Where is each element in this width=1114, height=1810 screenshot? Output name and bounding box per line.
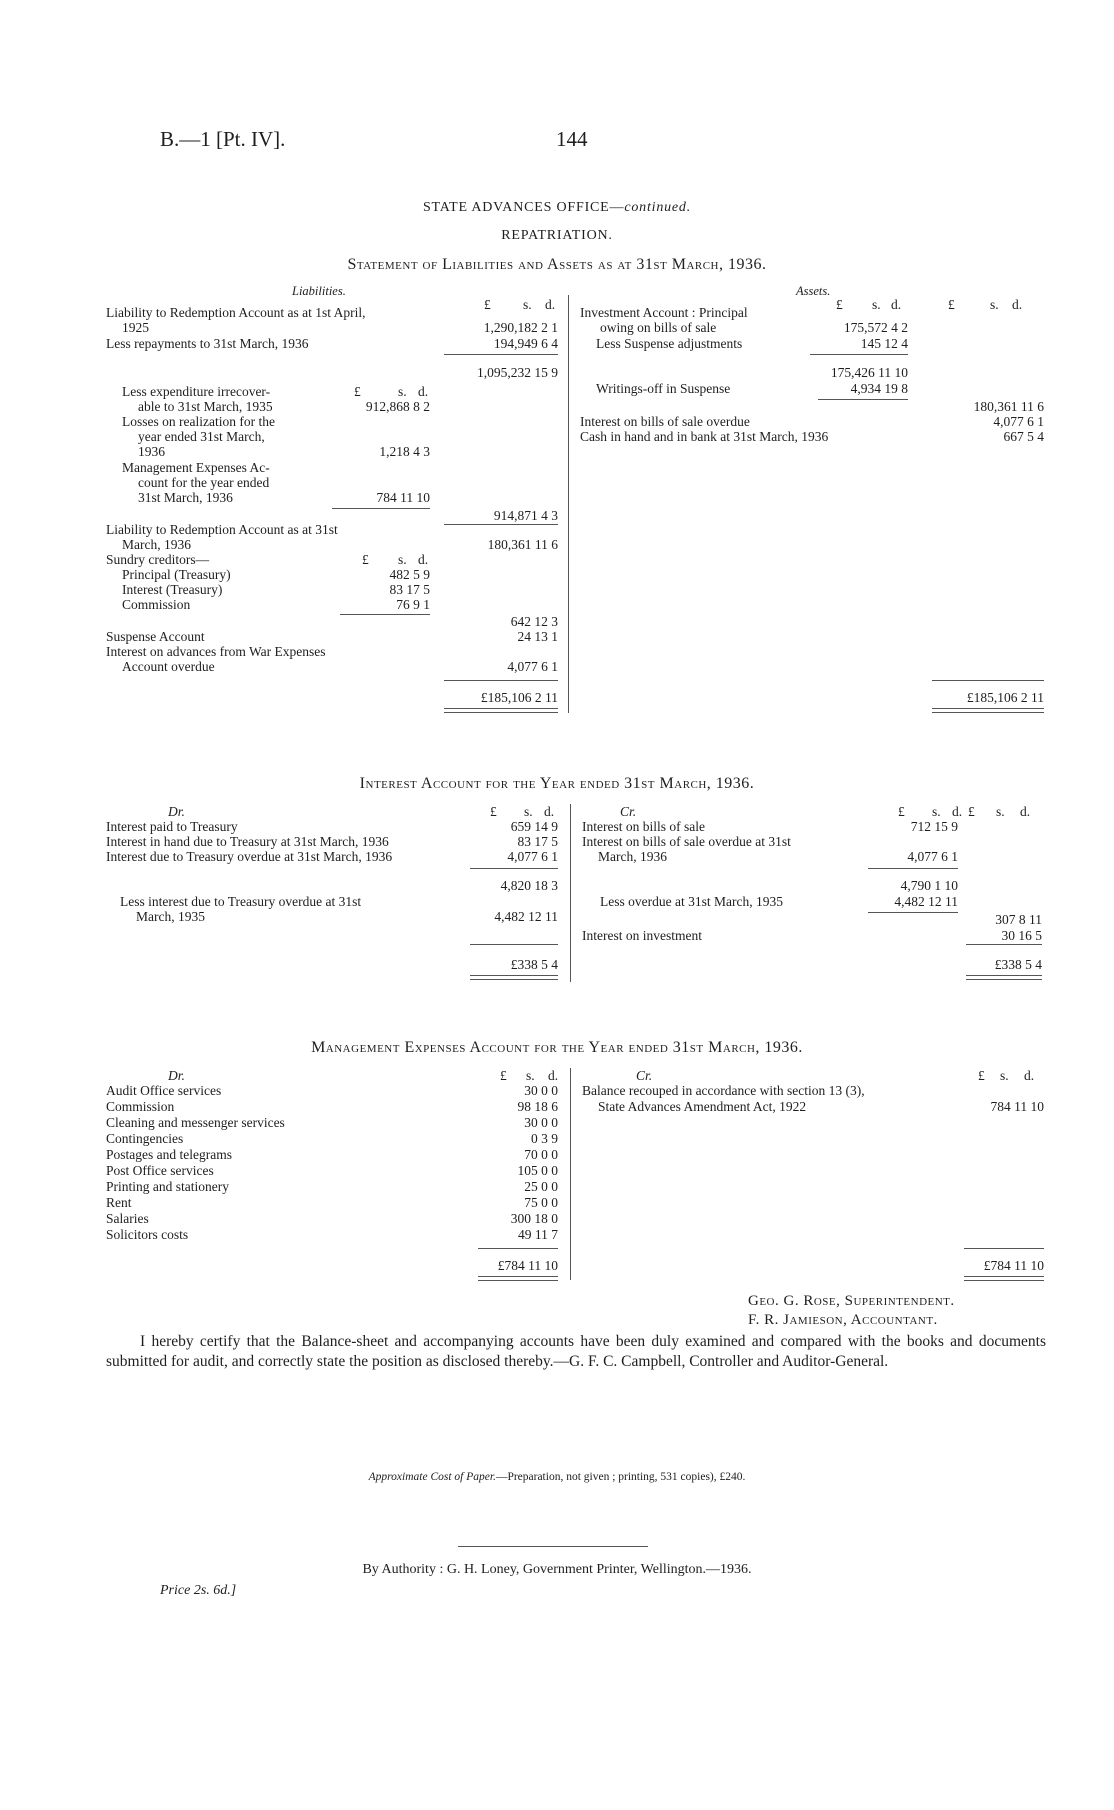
amount: 30 0 0 bbox=[524, 1115, 558, 1130]
expense-line: Postages and telegrams bbox=[106, 1147, 232, 1162]
less-line: Management Expenses Ac- bbox=[122, 460, 270, 475]
amount: 145 12 4 bbox=[860, 336, 908, 351]
expense-line: Rent bbox=[106, 1195, 132, 1210]
expense-line: Solicitors costs bbox=[106, 1227, 189, 1242]
amount: 25 0 0 bbox=[524, 1179, 558, 1194]
amount: 659 14 9 bbox=[510, 819, 558, 834]
asset-line: Investment Account : Principal bbox=[580, 305, 748, 320]
amount: 1,290,182 2 1 bbox=[483, 320, 558, 335]
amount: 98 18 6 bbox=[517, 1099, 558, 1114]
debit-heading: Dr. bbox=[168, 804, 185, 819]
statement-title: Statement of Liabilities and Assets as at 31st March, 1936. bbox=[347, 256, 767, 273]
expense-line: Salaries bbox=[106, 1211, 149, 1226]
col-pound: £ bbox=[484, 297, 491, 312]
col-pound: £ bbox=[354, 384, 361, 399]
col-pound: £ bbox=[500, 1068, 507, 1083]
amount: 4,077 6 1 bbox=[907, 849, 958, 864]
debit-line: Less interest due to Treasury overdue at 31st bbox=[120, 894, 362, 909]
amount: 4,482 12 11 bbox=[894, 894, 958, 909]
amount: 175,572 4 2 bbox=[843, 320, 908, 335]
expense-line: Contingencies bbox=[106, 1131, 184, 1146]
credit-heading: Cr. bbox=[620, 804, 637, 819]
creditor-line: Commission bbox=[122, 597, 191, 612]
assets-heading: Assets. bbox=[796, 284, 831, 298]
amount: 83 17 5 bbox=[517, 834, 558, 849]
signature-superintendent: Geo. G. Rose, Superintendent. bbox=[748, 1293, 955, 1309]
liability-line: Sundry creditors— bbox=[106, 552, 210, 567]
less-line: year ended 31st March, bbox=[138, 429, 265, 444]
asset-line: Writings-off in Suspense bbox=[596, 381, 731, 396]
expense-line: Post Office services bbox=[106, 1163, 214, 1178]
amount: 784 11 10 bbox=[376, 490, 430, 505]
col-pence: d. bbox=[952, 804, 963, 819]
col-shillings: s. bbox=[1000, 1068, 1009, 1083]
expense-line: Commission bbox=[106, 1099, 175, 1114]
cost-of-paper: Approximate Cost of Paper.—Preparation, not given ; printing, 531 copies), £240. bbox=[368, 1471, 746, 1483]
less-line: able to 31st March, 1935 bbox=[138, 399, 273, 414]
interest-account-title: Interest Account for the Year ended 31st March, 1936. bbox=[359, 775, 755, 792]
amount: 105 0 0 bbox=[517, 1163, 558, 1178]
less-line: Losses on realization for the bbox=[122, 414, 275, 429]
section-title: REPATRIATION. bbox=[501, 228, 613, 243]
expense-line: Audit Office services bbox=[106, 1083, 222, 1098]
credit-line: March, 1936 bbox=[598, 849, 667, 864]
creditor-line: Interest (Treasury) bbox=[122, 582, 223, 597]
col-pound: £ bbox=[978, 1068, 985, 1083]
credit-line: State Advances Amendment Act, 1922 bbox=[598, 1099, 807, 1114]
liability-line: Interest on advances from War Expenses bbox=[106, 644, 326, 659]
asset-line: Cash in hand and in bank at 31st March, 1936 bbox=[580, 429, 829, 444]
col-shillings: s. bbox=[398, 552, 407, 567]
debit-line: Interest paid to Treasury bbox=[106, 819, 238, 834]
col-shillings: s. bbox=[990, 297, 999, 312]
amount: 1,095,232 15 9 bbox=[477, 365, 558, 380]
col-pound: £ bbox=[898, 804, 905, 819]
amount: 642 12 3 bbox=[510, 614, 558, 629]
amount: 784 11 10 bbox=[990, 1099, 1044, 1114]
less-line: Less expenditure irrecover- bbox=[122, 384, 271, 399]
credit-line: Less overdue at 31st March, 1935 bbox=[600, 894, 783, 909]
management-account-title: Management Expenses Account for the Year ended 31st March, 1936. bbox=[311, 1039, 803, 1056]
col-pence: d. bbox=[545, 297, 556, 312]
less-line: 31st March, 1936 bbox=[138, 490, 233, 505]
amount: 1,218 4 3 bbox=[379, 444, 430, 459]
col-shillings: s. bbox=[526, 1068, 535, 1083]
col-pence: d. bbox=[1012, 297, 1023, 312]
col-pound: £ bbox=[948, 297, 955, 312]
debit-line: Interest due to Treasury overdue at 31st March, 1936 bbox=[106, 849, 393, 864]
asset-line: owing on bills of sale bbox=[600, 320, 717, 335]
col-shillings: s. bbox=[523, 297, 532, 312]
amount: 4,934 19 8 bbox=[850, 381, 908, 396]
amount: 180,361 11 6 bbox=[487, 537, 558, 552]
col-shillings: s. bbox=[996, 804, 1005, 819]
col-shillings: s. bbox=[398, 384, 407, 399]
col-pence: d. bbox=[891, 297, 902, 312]
col-pence: d. bbox=[1024, 1068, 1035, 1083]
less-line: 1936 bbox=[138, 444, 165, 459]
liability-line: Liability to Redemption Account as at 1st April, bbox=[106, 305, 366, 320]
amount: 30 16 5 bbox=[1001, 928, 1042, 943]
credit-line: Interest on investment bbox=[582, 928, 702, 943]
amount: 70 0 0 bbox=[524, 1147, 558, 1162]
amount: 300 18 0 bbox=[510, 1211, 558, 1226]
expense-line: Cleaning and messenger services bbox=[106, 1115, 285, 1130]
amount: 667 5 4 bbox=[1003, 429, 1044, 444]
credit-line: Interest on bills of sale bbox=[582, 819, 705, 834]
signature-accountant: F. R. Jamieson, Accountant. bbox=[748, 1312, 938, 1328]
amount: 180,361 11 6 bbox=[973, 399, 1044, 414]
asset-line: Less Suspense adjustments bbox=[596, 336, 743, 351]
amount: 194,949 6 4 bbox=[493, 336, 558, 351]
credit-line: Interest on bills of sale overdue at 31st bbox=[582, 834, 791, 849]
amount: 4,077 6 1 bbox=[993, 414, 1044, 429]
office-title: STATE ADVANCES OFFICE—continued. bbox=[422, 200, 692, 215]
liabilities-heading: Liabilities. bbox=[292, 284, 346, 298]
amount: 4,820 18 3 bbox=[500, 878, 558, 893]
liability-line: Liability to Redemption Account as at 31st bbox=[106, 522, 338, 537]
col-pound: £ bbox=[836, 297, 843, 312]
col-pound: £ bbox=[490, 804, 497, 819]
amount: 4,482 12 11 bbox=[494, 909, 558, 924]
liability-line: Suspense Account bbox=[106, 629, 205, 644]
debit-line: Interest in hand due to Treasury at 31st March, 1936 bbox=[106, 834, 389, 849]
amount: 4,077 6 1 bbox=[507, 849, 558, 864]
amount: 49 11 7 bbox=[518, 1227, 558, 1242]
debit-heading: Dr. bbox=[168, 1068, 185, 1083]
col-pound: £ bbox=[362, 552, 369, 567]
col-shillings: s. bbox=[932, 804, 941, 819]
col-pence: d. bbox=[548, 1068, 559, 1083]
liability-line: March, 1936 bbox=[122, 537, 191, 552]
credit-heading: Cr. bbox=[636, 1068, 653, 1083]
credit-line: Balance recouped in accordance with section 13 (3), bbox=[582, 1083, 865, 1098]
amount: 75 0 0 bbox=[524, 1195, 558, 1210]
col-pound: £ bbox=[968, 804, 975, 819]
amount: 307 8 11 bbox=[995, 912, 1042, 927]
liabilities-total: £185,106 2 11 bbox=[480, 690, 558, 705]
liability-line: Less repayments to 31st March, 1936 bbox=[106, 336, 309, 351]
col-shillings: s. bbox=[524, 804, 533, 819]
col-shillings: s. bbox=[872, 297, 881, 312]
printer-authority: By Authority : G. H. Loney, Government Printer, Wellington.—1936. bbox=[362, 1562, 752, 1577]
audit-certificate: I hereby certify that the Balance-sheet and accompanying accounts have been duly examined and compared with the books and documents submitted for audit, and correctly state the position as disclosed thereby.—G. F. C. Campbell, Controller and Auditor-General. bbox=[106, 1333, 1046, 1370]
amount: 175,426 11 10 bbox=[830, 365, 908, 380]
col-pence: d. bbox=[544, 804, 555, 819]
interest-debit-total: £338 5 4 bbox=[510, 957, 558, 972]
management-credit-total: £784 11 10 bbox=[983, 1258, 1044, 1273]
amount: 482 5 9 bbox=[389, 567, 430, 582]
amount: 4,077 6 1 bbox=[507, 659, 558, 674]
assets-total: £185,106 2 11 bbox=[966, 690, 1044, 705]
management-debit-total: £784 11 10 bbox=[497, 1258, 558, 1273]
col-pence: d. bbox=[418, 552, 429, 567]
price: Price 2s. 6d.] bbox=[160, 1583, 237, 1598]
amount: 24 13 1 bbox=[517, 629, 558, 644]
creditor-line: Principal (Treasury) bbox=[122, 567, 231, 582]
page-number: 144 bbox=[556, 127, 588, 151]
liability-line: 1925 bbox=[122, 320, 149, 335]
amount: 83 17 5 bbox=[389, 582, 430, 597]
asset-line: Interest on bills of sale overdue bbox=[580, 414, 750, 429]
amount: 30 0 0 bbox=[524, 1083, 558, 1098]
amount: 76 9 1 bbox=[396, 597, 430, 612]
amount: 914,871 4 3 bbox=[493, 508, 558, 523]
interest-credit-total: £338 5 4 bbox=[994, 957, 1042, 972]
document-reference: B.—1 [Pt. IV]. bbox=[160, 127, 286, 151]
amount: 712 15 9 bbox=[910, 819, 958, 834]
less-line: count for the year ended bbox=[138, 475, 270, 490]
amount: 912,868 8 2 bbox=[365, 399, 430, 414]
expense-line: Printing and stationery bbox=[106, 1179, 229, 1194]
amount: 4,790 1 10 bbox=[900, 878, 958, 893]
debit-line: March, 1935 bbox=[136, 909, 205, 924]
col-pence: d. bbox=[1020, 804, 1031, 819]
amount: 0 3 9 bbox=[531, 1131, 558, 1146]
liability-line: Account overdue bbox=[122, 659, 215, 674]
col-pence: d. bbox=[418, 384, 429, 399]
